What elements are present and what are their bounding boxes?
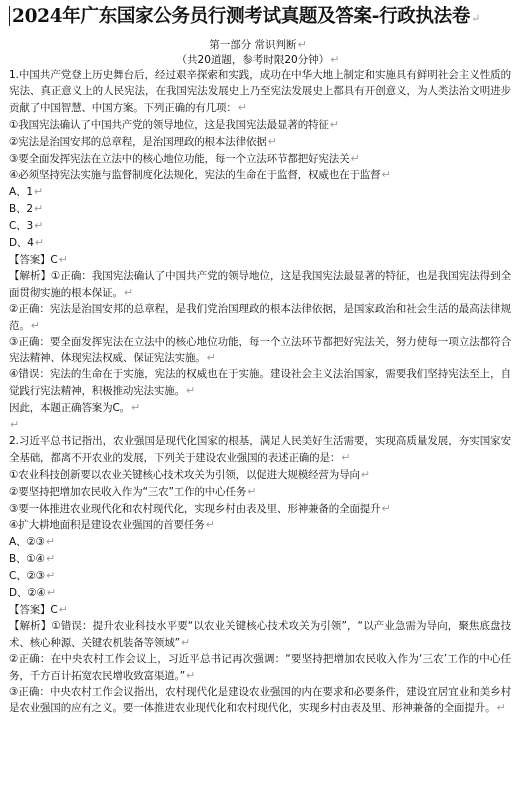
section-subheading: （共20道题，参考时限20分钟）↵: [176, 53, 340, 66]
q2-statement: ④扩大耕地面积是建设农业强国的首要任务↵: [9, 518, 215, 532]
q1-option-d: D、4↵: [9, 236, 44, 250]
q2-statement: ①农业科技创新要以农业关键核心技术攻关为引领，以促进大规模经营为导向↵: [9, 467, 370, 481]
q2-option-b: B、①④↵: [9, 552, 56, 566]
blank-line: ↵: [10, 418, 20, 432]
q1-statement: ③要全面发挥宪法在立法中的核心地位功能，每一个立法环节都把好宪法关↵: [9, 151, 360, 165]
q1-analysis: 【解析】①正确：我国宪法确认了中国共产党的领导地位，这是我国宪法最显著的特征，也是我国宪法得到全面贯彻实施的根本保证。↵: [9, 269, 511, 299]
q1-statement: ④必须坚持宪法实施与监督制度化法规化，宪法的生命在于监督，权威也在于监督↵: [9, 168, 391, 182]
q2-statement: ③要一体推进农业现代化和农村现代化，实现乡村由表及里、形神兼备的全面提升↵: [9, 501, 391, 515]
q2-option-a: A、②③↵: [9, 535, 55, 549]
document-body: [9, 68, 511, 717]
q2-analysis: 【解析】①错误：提升农业科技水平要“以农业关键核心技术攻关为引领”，“以产业急需为导向，聚焦底盘技术、核心种源、关键农机装备等领域”↵: [9, 619, 511, 649]
q1-option-c: C、3↵: [9, 219, 44, 233]
section-heading: 第一部分 常识判断↵: [209, 38, 307, 51]
q1-analysis: ②正确：宪法是治国安邦的总章程，是我们党治国理政的根本法律依据，是国家政治和社会生活的最高法律规范。↵: [9, 302, 511, 332]
q1-answer: 【答案】C↵: [9, 252, 68, 266]
document-title-text: 2024年广东国家公务员行测考试真题及答案-行政执法卷: [12, 6, 471, 27]
q2-stem: 2.习近平总书记指出，农业强国是现代化国家的根基，满足人民美好生活需要，实现高质量发展，夯实国家安全基础，都离不开农业的发展，下列关于建设农业强国的表述正确的是：↵: [9, 434, 511, 464]
document-title: [12, 5, 512, 31]
q2-answer: 【答案】C↵: [9, 603, 68, 616]
q1-stem: 1.中国共产党登上历史舞台后，经过艰辛探索和实践，成功在中华大地上制定和实施具有鲜明社会主义性质的宪法、真正意义上的人民宪法，在我国宪法发展史上乃至宪法发展史上都具有开创意义，为人类法治文明进步贡献了中国智慧、中国方案。下列正确的有几项：↵: [9, 69, 511, 114]
q1-statement: ②宪法是治国安邦的总章程，是治国理政的根本法律依据↵: [9, 134, 277, 148]
q2-statement: ②要坚持把增加农民收入作为“三农”工作的中心任务↵: [9, 484, 257, 498]
q1-analysis: ④错误：宪法的生命在于实施，宪法的权威也在于实施。建设社会主义法治国家，需要我们坚持宪法至上，自觉践行宪法精神，积极推动宪法实施。↵: [9, 368, 511, 398]
q1-conclusion: 因此，本题正确答案为C。↵: [9, 401, 141, 415]
q1-analysis: ③正确：要全面发挥宪法在立法中的核心地位功能，每一个立法环节都把好宪法关，努力使每一项立法都符合宪法精神、体现宪法权威、保证宪法实施。↵: [9, 335, 511, 365]
q1-statement: ①我国宪法确认了中国共产党的领导地位，这是我国宪法最显著的特征↵: [9, 117, 339, 131]
q2-option-c: C、②③↵: [9, 569, 56, 583]
q1-option-b: B、2↵: [9, 202, 44, 216]
q1-option-a: A、1↵: [9, 185, 43, 199]
q2-option-d: D、②④↵: [9, 586, 56, 600]
text-cursor: [9, 6, 10, 26]
paragraph-mark-icon: ↵: [471, 12, 480, 25]
q2-analysis: ③正确：中央农村工作会议指出，农村现代化是建设农业强国的内在要求和必要条件，建设宜居宜业和美乡村是农业强国的应有之义。要一体推进农业现代化和农村现代化，实现乡村由表及里、形神兼备的全面提升。↵: [9, 685, 511, 715]
q2-analysis: ②正确：在中央农村工作会议上，习近平总书记再次强调：“要坚持把增加农民收入作为‘三农’工作的中心任务，千方百计拓宽农民增收致富渠道。”↵: [9, 652, 511, 682]
